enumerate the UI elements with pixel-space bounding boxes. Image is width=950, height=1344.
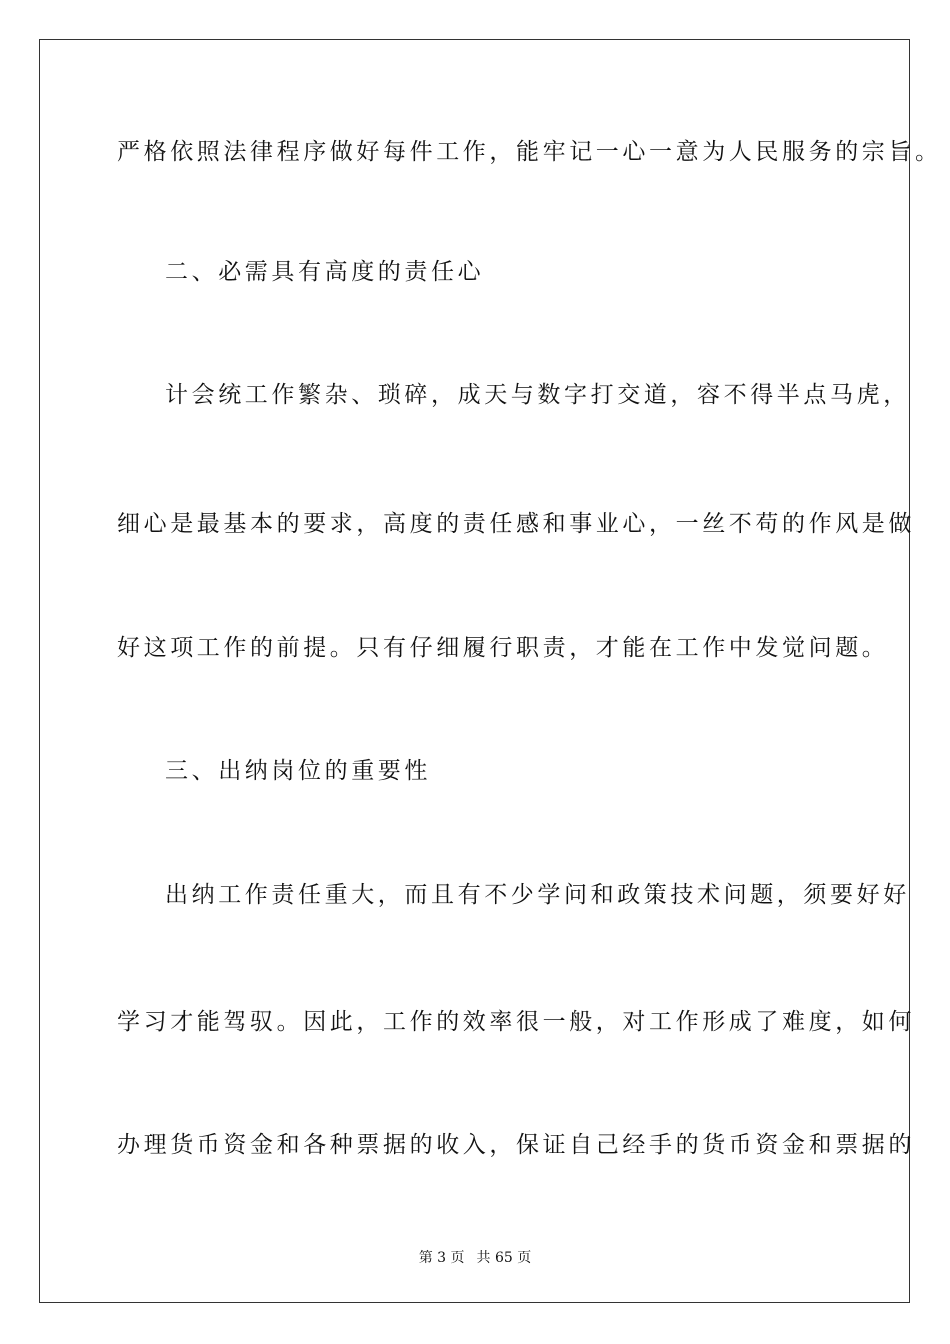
body-text-line-6: 学习才能驾驭。因此，工作的效率很一般，对工作形成了难度，如何 bbox=[117, 1009, 915, 1035]
body-text-line-7: 办理货币资金和各种票据的收入，保证自己经手的货币资金和票据的 bbox=[117, 1132, 915, 1158]
section-heading-2: 二、必需具有高度的责任心 bbox=[165, 259, 485, 285]
body-text-line-3: 细心是最基本的要求，高度的责任感和事业心，一丝不苟的作风是做 bbox=[117, 511, 915, 537]
section-heading-3: 三、出纳岗位的重要性 bbox=[165, 758, 431, 784]
body-text-line-2: 计会统工作繁杂、琐碎，成天与数字打交道，容不得半点马虎， bbox=[165, 382, 910, 408]
page-footer bbox=[0, 1248, 950, 1268]
page-total: 共 65 页 bbox=[476, 1250, 532, 1266]
body-text-line-1: 严格依照法律程序做好每件工作，能牢记一心一意为人民服务的宗旨。 bbox=[117, 139, 942, 165]
page-border bbox=[39, 39, 942, 1303]
body-text-line-4: 好这项工作的前提。只有仔细履行职责，才能在工作中发觉问题。 bbox=[117, 635, 889, 661]
body-text-line-5: 出纳工作责任重大，而且有不少学问和政策技术问题，须要好好 bbox=[165, 882, 910, 908]
page-number: 第 3 页 bbox=[418, 1250, 465, 1266]
